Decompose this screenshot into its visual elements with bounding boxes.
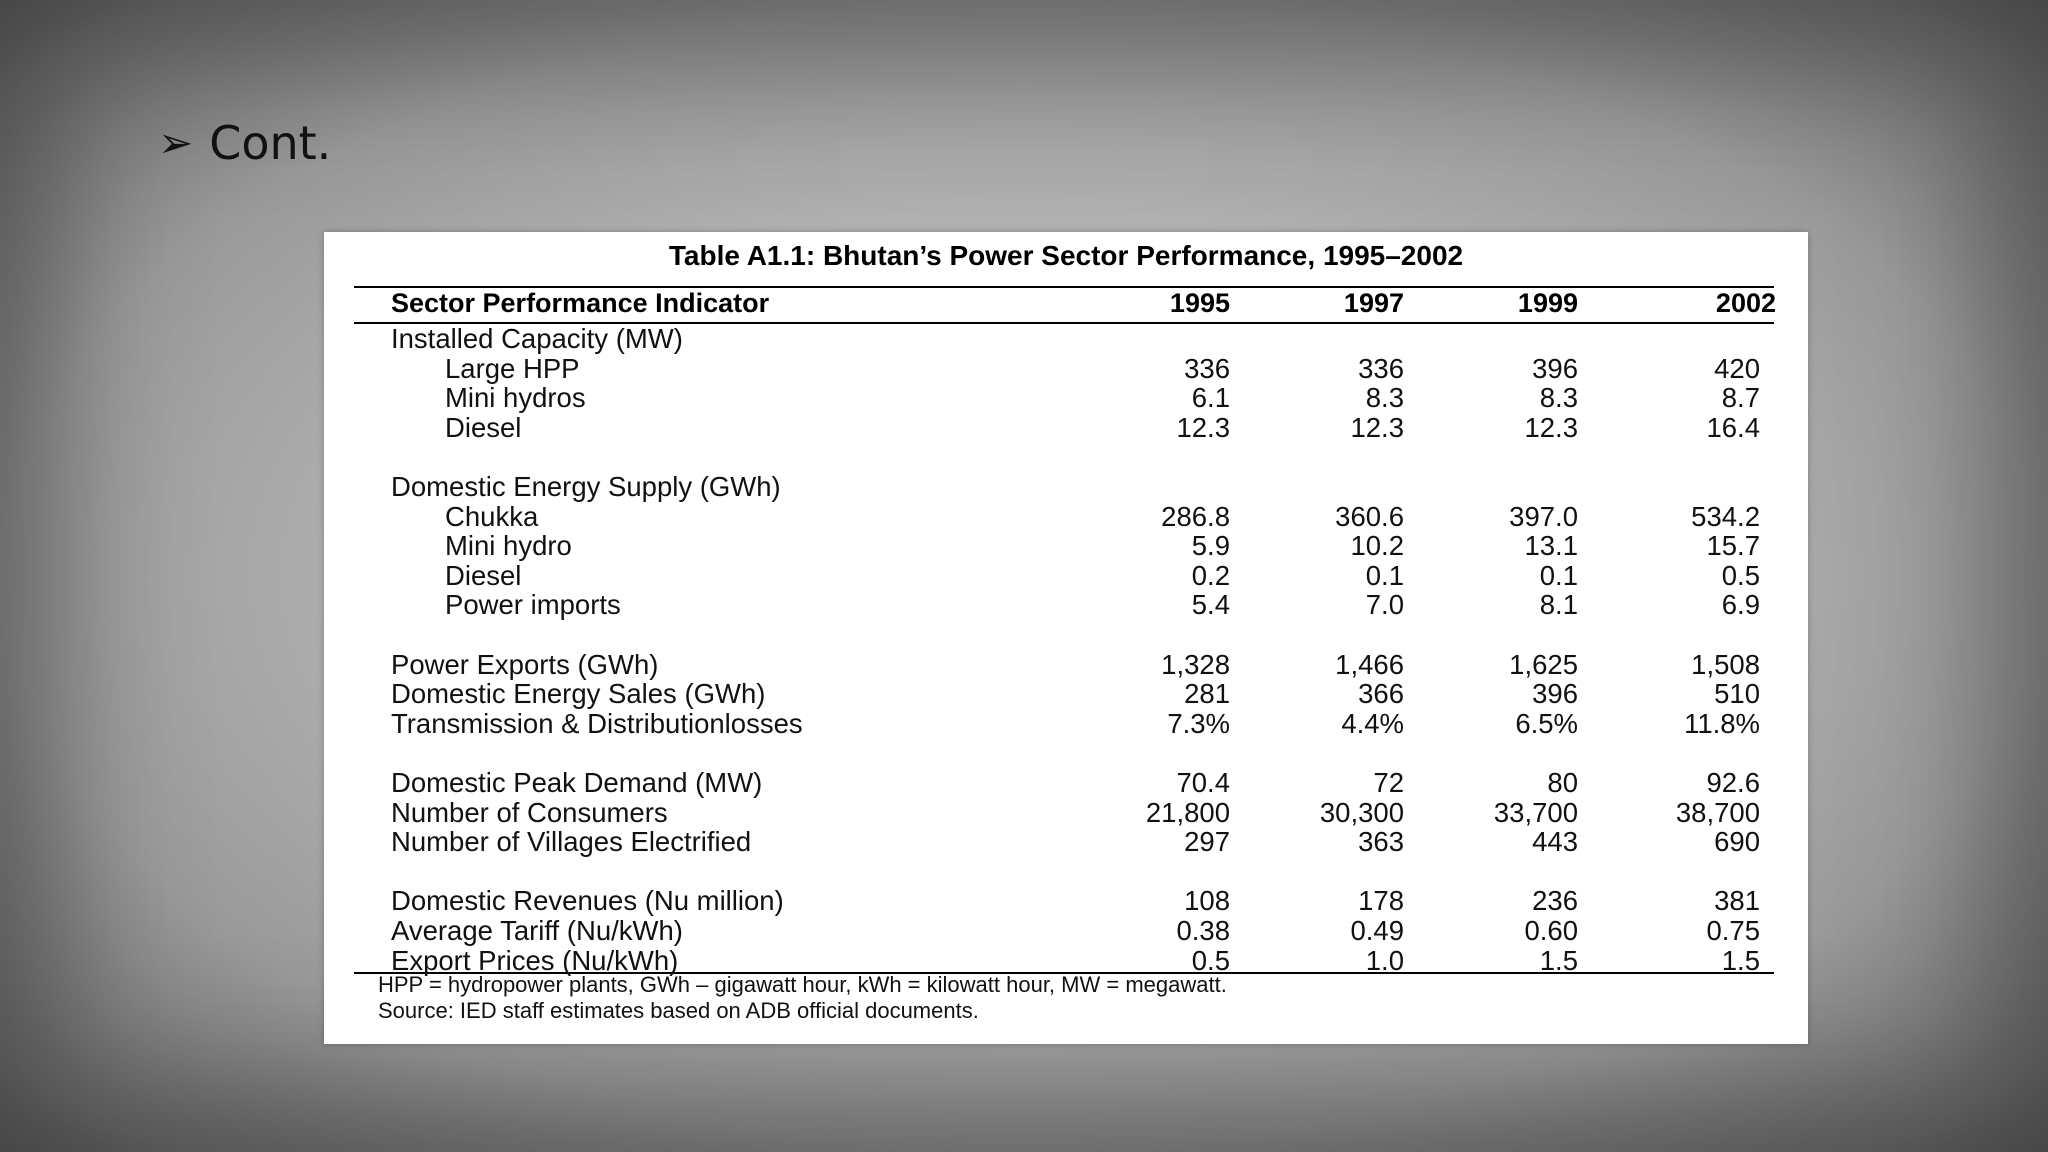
table-row <box>324 857 1808 887</box>
row-label: Mini hydros <box>445 382 586 414</box>
row-value: 0.49 <box>1350 915 1404 946</box>
row-value: 108 <box>1184 885 1230 917</box>
table-row <box>324 620 1808 650</box>
table-row <box>324 916 1808 946</box>
table-footnote: HPP = hydropower plants, GWh – gigawatt hour, kWh = kilowatt hour, MW = megawatt. <box>378 972 1227 997</box>
row-label: Number of Villages Electrified <box>391 826 752 858</box>
row-value: 30,300 <box>1319 796 1404 828</box>
table-row <box>324 679 1808 709</box>
row-value: 0.1 <box>1539 559 1578 591</box>
row-value: 360.6 <box>1335 500 1404 532</box>
row-value: 1.0 <box>1365 944 1404 976</box>
row-value: 10.2 <box>1350 530 1404 562</box>
table-header-row <box>324 289 1808 319</box>
row-value: 5.4 <box>1191 589 1230 621</box>
row-value: 12.3 <box>1524 411 1578 443</box>
header-year: 1999 <box>1517 288 1578 318</box>
row-value: 396 <box>1532 352 1578 384</box>
row-label: Domestic Energy Sales (GWh) <box>391 678 766 710</box>
row-value: 1,466 <box>1335 648 1404 680</box>
table-source-note: Source: IED staff estimates based on ADB official documents. <box>378 998 979 1023</box>
row-value: 286.8 <box>1161 500 1230 532</box>
row-value: 70.4 <box>1176 767 1230 798</box>
row-value: 1,328 <box>1161 648 1230 680</box>
table-row <box>324 590 1808 620</box>
table-row <box>324 472 1808 502</box>
row-value: 297 <box>1184 826 1230 858</box>
row-value: 178 <box>1358 885 1404 917</box>
row-value: 236 <box>1532 885 1578 917</box>
row-value: 80 <box>1547 767 1578 798</box>
row-value: 0.5 <box>1191 944 1230 976</box>
table-row <box>324 531 1808 561</box>
row-value: 11.8% <box>1684 707 1760 739</box>
row-value: 366 <box>1358 678 1404 710</box>
header-year: 2002 <box>1715 288 1776 318</box>
row-value: 8.7 <box>1721 382 1760 414</box>
row-value: 1.5 <box>1721 944 1760 976</box>
row-value: 5.9 <box>1191 530 1230 562</box>
row-value: 21,800 <box>1145 796 1230 828</box>
table-row <box>324 502 1808 532</box>
row-value: 443 <box>1532 826 1578 858</box>
row-value: 336 <box>1358 352 1404 384</box>
row-value: 15.7 <box>1706 530 1760 562</box>
table-row <box>324 442 1808 472</box>
row-value: 8.1 <box>1539 589 1578 621</box>
row-value: 397.0 <box>1509 500 1578 532</box>
table-row <box>324 946 1808 976</box>
bullet-text: Cont. <box>209 116 332 170</box>
row-value: 0.38 <box>1176 915 1230 946</box>
row-label: Transmission & Distributionlosses <box>391 707 803 739</box>
table-row <box>324 561 1808 591</box>
arrow-bullet-icon: ➢ <box>158 119 194 166</box>
row-label: Power imports <box>445 589 621 621</box>
row-value: 363 <box>1358 826 1404 858</box>
row-value: 420 <box>1714 352 1760 384</box>
row-value: 381 <box>1714 885 1760 917</box>
row-value: 281 <box>1184 678 1230 710</box>
table-row <box>324 798 1808 828</box>
row-value: 92.6 <box>1706 767 1760 798</box>
row-value: 33,700 <box>1493 796 1578 828</box>
table-row <box>324 738 1808 768</box>
row-value: 16.4 <box>1706 411 1760 443</box>
row-label: Large HPP <box>445 352 580 384</box>
row-value: 1.5 <box>1539 944 1578 976</box>
row-value: 7.0 <box>1365 589 1404 621</box>
table-row <box>324 324 1808 354</box>
row-value: 0.5 <box>1721 559 1760 591</box>
table-title: Table A1.1: Bhutan’s Power Sector Performance, 1995–2002 <box>668 240 1464 271</box>
row-label: Diesel <box>445 559 522 591</box>
row-value: 1,508 <box>1691 648 1760 680</box>
row-label: Number of Consumers <box>391 796 668 828</box>
table-row <box>324 709 1808 739</box>
table-row <box>324 413 1808 443</box>
row-label: Domestic Energy Supply (GWh) <box>391 471 781 502</box>
table-image <box>324 232 1808 1044</box>
table-row <box>324 354 1808 384</box>
row-value: 12.3 <box>1176 411 1230 443</box>
row-value: 0.60 <box>1524 915 1578 946</box>
row-value: 38,700 <box>1675 796 1760 828</box>
table-row <box>324 768 1808 798</box>
row-value: 336 <box>1184 352 1230 384</box>
table-row <box>324 886 1808 916</box>
header-year: 1997 <box>1343 288 1404 318</box>
row-label: Diesel <box>445 411 522 443</box>
row-value: 13.1 <box>1524 530 1578 562</box>
table-row <box>324 383 1808 413</box>
row-value: 6.1 <box>1191 382 1230 414</box>
row-value: 6.9 <box>1721 589 1760 621</box>
row-label: Domestic Peak Demand (MW) <box>391 767 763 798</box>
row-label: Average Tariff (Nu/kWh) <box>391 915 683 946</box>
row-value: 8.3 <box>1539 382 1578 414</box>
table-row <box>324 650 1808 680</box>
row-value: 0.75 <box>1706 915 1760 946</box>
row-label: Power Exports (GWh) <box>391 648 659 680</box>
row-value: 534.2 <box>1691 500 1760 532</box>
row-label: Mini hydro <box>445 530 572 562</box>
row-value: 0.1 <box>1365 559 1404 591</box>
row-label: Domestic Revenues (Nu million) <box>391 885 784 917</box>
row-value: 72 <box>1373 767 1404 798</box>
row-value: 8.3 <box>1365 382 1404 414</box>
row-value: 4.4% <box>1341 707 1404 739</box>
row-label: Chukka <box>445 500 539 532</box>
row-value: 0.2 <box>1191 559 1230 591</box>
row-value: 510 <box>1714 678 1760 710</box>
row-value: 7.3% <box>1167 707 1230 739</box>
row-value: 396 <box>1532 678 1578 710</box>
row-value: 1,625 <box>1509 648 1578 680</box>
header-year: 1995 <box>1169 288 1230 318</box>
row-value: 12.3 <box>1350 411 1404 443</box>
row-value: 690 <box>1714 826 1760 858</box>
bullet-line <box>158 116 331 170</box>
row-label: Export Prices (Nu/kWh) <box>391 944 679 976</box>
table-row <box>324 827 1808 857</box>
row-value: 6.5% <box>1515 707 1578 739</box>
header-indicator-label: Sector Performance Indicator <box>391 288 770 318</box>
row-label: Installed Capacity (MW) <box>391 323 683 354</box>
